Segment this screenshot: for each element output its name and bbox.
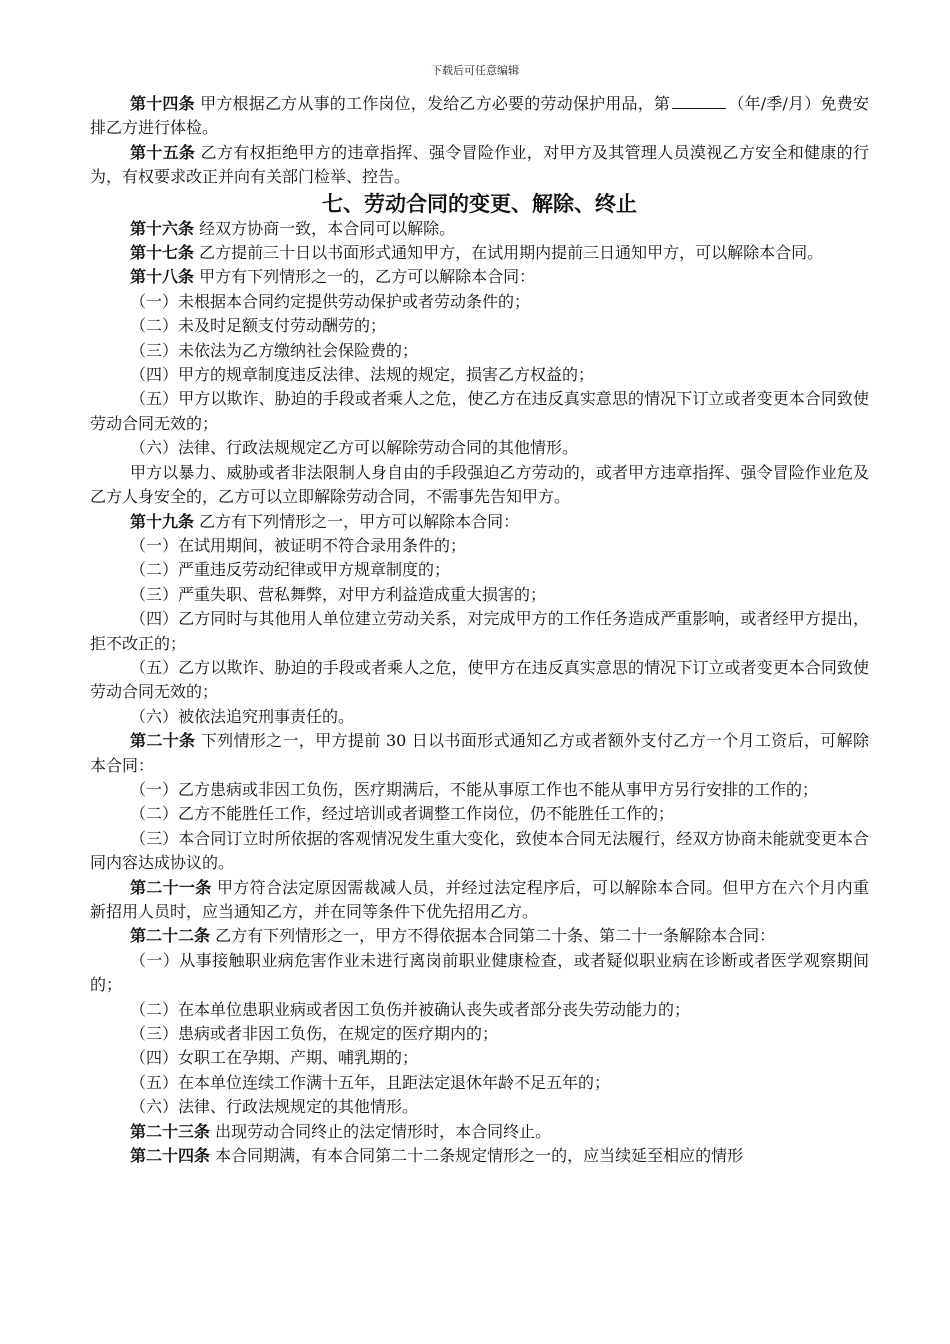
article-text: 甲方有下列情形之一的，乙方可以解除本合同：: [199, 267, 536, 287]
article-text: （年/季/月）免费安排乙方进行体检。: [90, 94, 869, 138]
list-item: （三）严重失职、营私舞弊，对甲方利益造成重大损害的；: [130, 584, 547, 604]
list-item: （四）乙方同时与其他用人单位建立劳动关系，对完成甲方的工作任务造成严重影响，或者经甲方提出，拒不改正的；: [90, 609, 869, 653]
contract-body: [90, 92, 869, 1168]
list-item: （二）严重违反劳动纪律或甲方规章制度的；: [130, 560, 451, 580]
article-text: 乙方有权拒绝甲方的违章指挥、强令冒险作业，对甲方及其管理人员漠视乙方安全和健康的行为，有权要求改正并向有关部门检举、控告。: [90, 142, 869, 187]
article-text: 甲方符合法定原因需裁减人员，并经过法定程序后，可以解除本合同。但甲方在六个月内重新招用人员时，应当通知乙方，并在同等条件下优先招用乙方。: [90, 877, 869, 921]
article-label: 第二十一条: [130, 877, 212, 897]
article-text: 经双方协商一致，本合同可以解除。: [199, 218, 456, 238]
article-19: [90, 510, 869, 534]
list-item: （四）女职工在孕期、产期、哺乳期的；: [130, 1048, 419, 1068]
article-text: 甲方根据乙方从事的工作岗位，发给乙方必要的劳动保护用品，第: [200, 94, 671, 113]
article-24: [90, 1144, 869, 1168]
article-label: 第十九条: [130, 511, 195, 531]
list-item: （一）未根据本合同约定提供劳动保护或者劳动条件的；: [130, 291, 531, 311]
list-item: （三）未依法为乙方缴纳社会保险费的；: [130, 340, 419, 360]
article-label: 第十六条: [130, 218, 195, 238]
article-16: [90, 217, 869, 241]
list-item: （四）甲方的规章制度违反法律、法规的规定，损害乙方权益的；: [130, 365, 595, 385]
article-label: 第二十条: [130, 731, 196, 751]
article-label: 第二十四条: [130, 1146, 211, 1166]
list-item: （六）被依法追究刑事责任的。: [130, 706, 355, 726]
article-text: 出现劳动合同终止的法定情形时，本合同终止。: [215, 1121, 552, 1141]
list-item: （三）本合同订立时所依据的客观情况发生重大变化，致使本合同无法履行，经双方协商未能就变更本合同内容达成协议的。: [90, 828, 869, 873]
article-label: 第十五条: [130, 142, 196, 162]
article-text: 乙方提前三十日以书面形式通知甲方，在试用期内提前三日通知甲方，可以解除本合同。: [199, 243, 824, 263]
page-header-note: 下载后可任意编辑: [431, 64, 519, 77]
fill-in-blank[interactable]: [672, 94, 726, 109]
article-17: [90, 241, 869, 265]
article-label: 第十四条: [130, 94, 195, 113]
list-item: （一）乙方患病或非因工负伤，医疗期满后，不能从事原工作也不能从事甲方另行安排的工作的；: [130, 779, 819, 799]
article-label: 第二十二条: [130, 926, 211, 946]
article-14: [90, 92, 869, 141]
paragraph: 甲方以暴力、威胁或者非法限制人身自由的手段强迫乙方劳动的，或者甲方违章指挥、强令冒险作业危及乙方人身安全的，乙方可以立即解除劳动合同，不需事先告知甲方。: [90, 462, 869, 507]
list-item: （五）在本单位连续工作满十五年，且距法定退休年龄不足五年的；: [130, 1072, 611, 1092]
list-item: （一）从事接触职业病危害作业未进行离岗前职业健康检查，或者疑似职业病在诊断或者医学观察期间的；: [90, 950, 869, 995]
list-item: （二）未及时足额支付劳动酬劳的；: [130, 316, 387, 336]
article-label: 第二十三条: [130, 1121, 211, 1141]
list-item: （五）甲方以欺诈、胁迫的手段或者乘人之危，使乙方在违反真实意思的情况下订立或者变更本合同致使劳动合同无效的；: [90, 389, 869, 433]
list-item: （三）患病或者非因工负伤，在规定的医疗期内的；: [130, 1024, 499, 1044]
list-item: （二）在本单位患职业病或者因工负伤并被确认丧失或者部分丧失劳动能力的；: [130, 999, 691, 1019]
article-text: 乙方有下列情形之一，甲方可以解除本合同：: [199, 511, 520, 531]
list-item: （一）在试用期间，被证明不符合录用条件的；: [130, 535, 467, 555]
article-text: 乙方有下列情形之一，甲方不得依据本合同第二十条、第二十一条解除本合同：: [215, 926, 776, 946]
article-18: [90, 265, 869, 289]
article-23: [90, 1120, 869, 1144]
article-text: 本合同期满，有本合同第二十二条规定情形之一的，应当续延至相应的情形: [215, 1146, 744, 1166]
list-item: （五）乙方以欺诈、胁迫的手段或者乘人之危，使甲方在违反真实意思的情况下订立或者变更本合同致使劳动合同无效的；: [90, 657, 869, 702]
section-heading: 七、劳动合同的变更、解除、终止: [322, 191, 637, 216]
list-item: （二）乙方不能胜任工作，经过培训或者调整工作岗位，仍不能胜任工作的；: [130, 804, 675, 824]
article-text: 下列情形之一，甲方提前 30 日以书面形式通知乙方或者额外支付乙方一个月工资后，可解除本合同：: [90, 731, 869, 775]
article-label: 第十八条: [130, 267, 195, 287]
article-20: [90, 729, 869, 778]
list-item: （六）法律、行政法规规定乙方可以解除劳动合同的其他情形。: [130, 438, 579, 458]
article-label: 第十七条: [130, 243, 195, 263]
list-item: （六）法律、行政法规规定的其他情形。: [130, 1097, 419, 1117]
article-21: [90, 876, 869, 925]
article-15: [90, 141, 869, 190]
article-22: [90, 924, 869, 948]
